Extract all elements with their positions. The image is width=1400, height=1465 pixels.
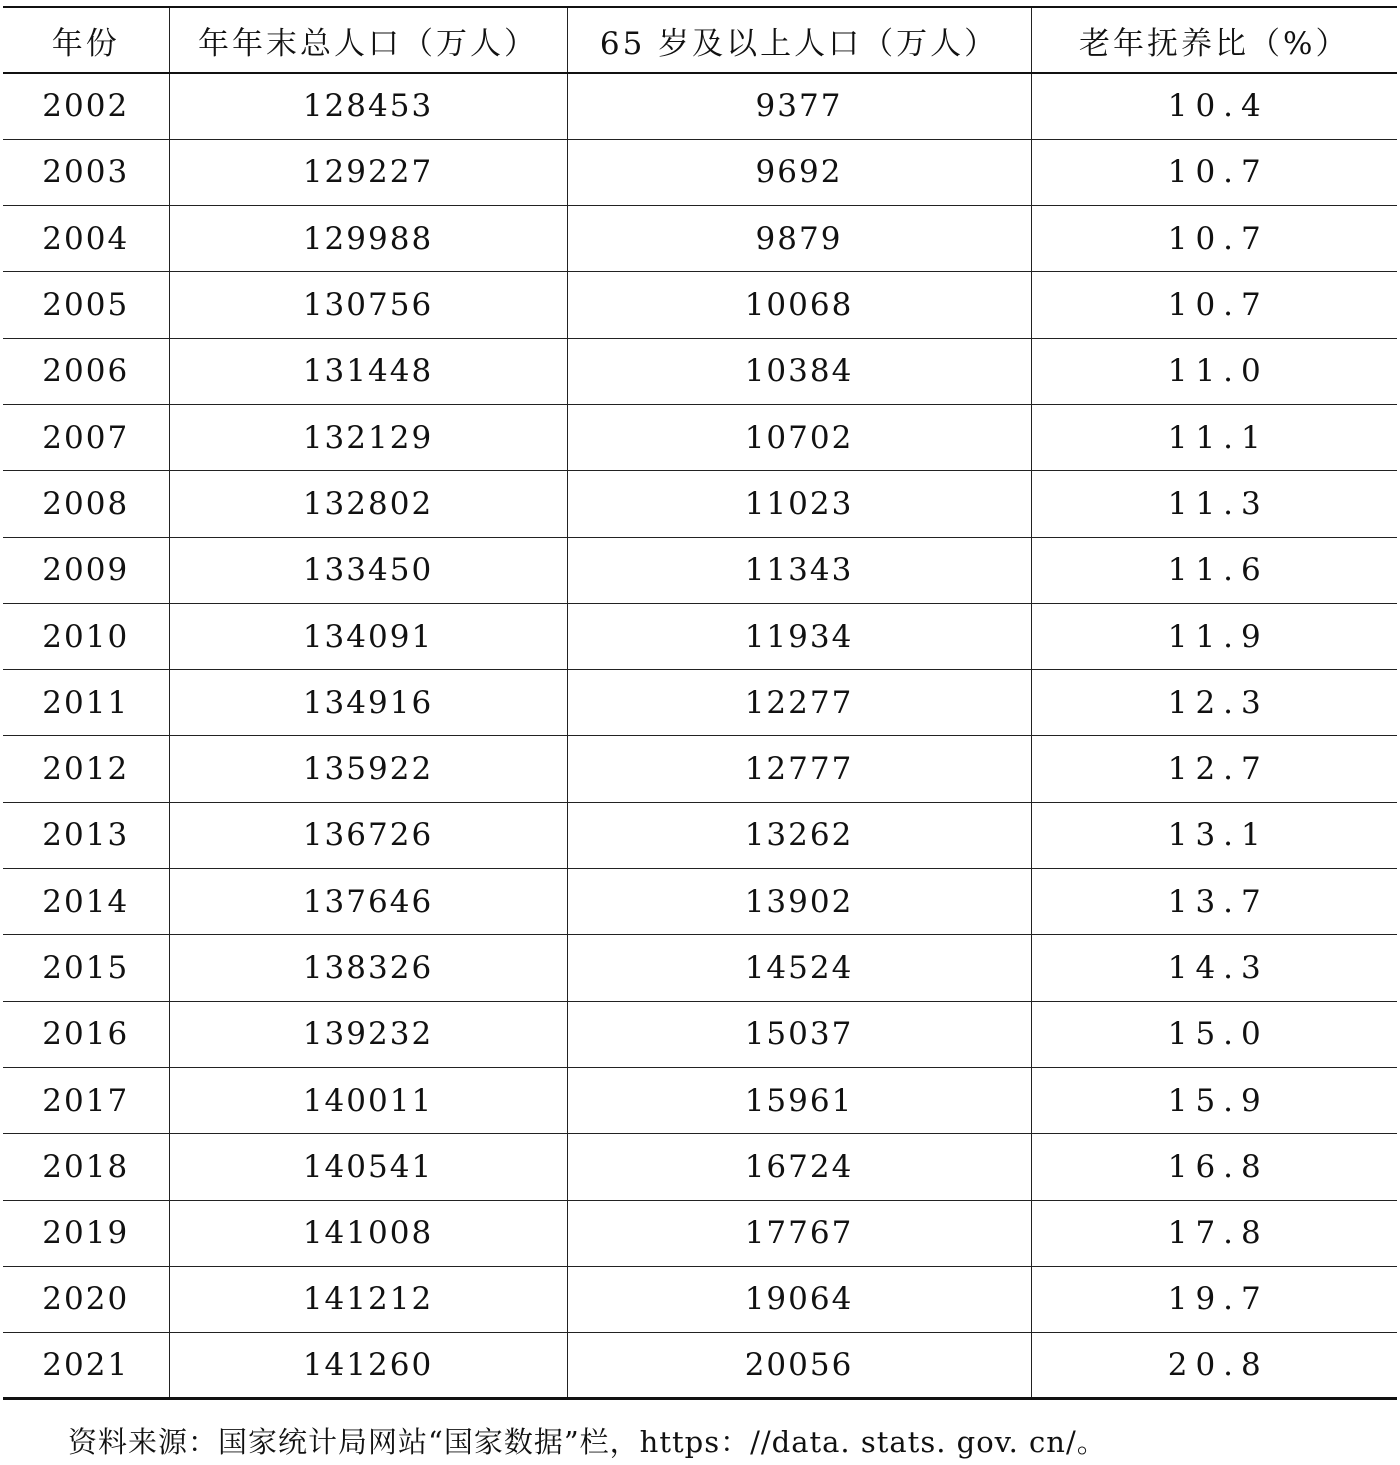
table-header [3,7,1397,73]
table-row [3,670,1397,736]
table-row [3,1333,1397,1399]
cell-year: 2021 [42,1347,130,1384]
cell-year: 2011 [42,684,130,721]
cell-elderly-population: 11023 [567,471,1031,537]
cell-year: 2007 [42,419,130,456]
cell-dependency-ratio: 15.9 [1031,1067,1397,1133]
cell-year: 2009 [42,552,130,589]
header-dependency-ratio: 老年抚养比（%） [1031,7,1397,73]
cell-elderly-population: 19064 [567,1266,1031,1332]
table-row [3,537,1397,603]
cell-elderly-population: 13262 [567,802,1031,868]
cell-total-population: 128453 [169,73,567,139]
cell-year: 2020 [42,1281,130,1318]
table-row [3,139,1397,205]
cell-dependency-ratio: 16.8 [1031,1134,1397,1200]
cell-elderly-population: 11343 [567,537,1031,603]
table-row [3,802,1397,868]
cell-dependency-ratio: 17.8 [1031,1200,1397,1266]
table-row [3,471,1397,537]
cell-elderly-population: 9692 [567,139,1031,205]
source-footnote: 资料来源：国家统计局网站“国家数据”栏，https：//data. stats. gov. cn/。 [68,1425,1107,1459]
cell-total-population: 141008 [169,1200,567,1266]
table-row [3,1001,1397,1067]
cell-dependency-ratio: 14.3 [1031,935,1397,1001]
cell-total-population: 134091 [169,603,567,669]
cell-elderly-population: 10384 [567,338,1031,404]
cell-dependency-ratio: 11.9 [1031,603,1397,669]
cell-elderly-population: 14524 [567,935,1031,1001]
cell-total-population: 139232 [169,1001,567,1067]
cell-elderly-population: 15961 [567,1067,1031,1133]
cell-year: 2017 [42,1082,130,1119]
cell-elderly-population: 11934 [567,603,1031,669]
table-row [3,603,1397,669]
cell-dependency-ratio: 11.0 [1031,338,1397,404]
cell-dependency-ratio: 19.7 [1031,1266,1397,1332]
population-table [3,6,1397,1400]
cell-year: 2004 [42,220,130,257]
cell-dependency-ratio: 15.0 [1031,1001,1397,1067]
data-table-container [3,6,1397,1400]
cell-dependency-ratio: 13.1 [1031,802,1397,868]
cell-year: 2014 [42,883,130,920]
cell-total-population: 141212 [169,1266,567,1332]
table-row [3,935,1397,1001]
cell-year: 2003 [42,154,130,191]
cell-total-population: 141260 [169,1333,567,1399]
cell-elderly-population: 9377 [567,73,1031,139]
cell-elderly-population: 16724 [567,1134,1031,1200]
header-row [3,7,1397,73]
cell-dependency-ratio: 12.3 [1031,670,1397,736]
table-row [3,404,1397,470]
cell-total-population: 132802 [169,471,567,537]
table-row [3,73,1397,139]
header-year: 年份 [51,25,120,62]
cell-dependency-ratio: 13.7 [1031,869,1397,935]
cell-year: 2010 [42,618,130,655]
cell-total-population: 130756 [169,272,567,338]
cell-year: 2018 [42,1148,130,1185]
cell-dependency-ratio: 20.8 [1031,1333,1397,1399]
cell-total-population: 137646 [169,869,567,935]
cell-total-population: 134916 [169,670,567,736]
table-row [3,1266,1397,1332]
table-row [3,736,1397,802]
table-row [3,1134,1397,1200]
cell-elderly-population: 13902 [567,869,1031,935]
cell-elderly-population: 20056 [567,1333,1031,1399]
cell-dependency-ratio: 11.6 [1031,537,1397,603]
cell-total-population: 129988 [169,206,567,272]
cell-elderly-population: 12777 [567,736,1031,802]
table-row [3,206,1397,272]
cell-total-population: 136726 [169,802,567,868]
table-row [3,272,1397,338]
cell-year: 2002 [42,88,130,125]
cell-total-population: 132129 [169,404,567,470]
header-total-population: 年年末总人口（万人） [169,7,567,73]
cell-year: 2008 [42,485,130,522]
cell-year: 2013 [42,817,130,854]
cell-total-population: 131448 [169,338,567,404]
cell-year: 2016 [42,1016,130,1053]
cell-year: 2015 [42,950,130,986]
cell-year: 2019 [42,1215,130,1252]
cell-dependency-ratio: 10.7 [1031,272,1397,338]
header-elderly-population: 65 岁及以上人口（万人） [567,7,1031,73]
cell-elderly-population: 12277 [567,670,1031,736]
cell-dependency-ratio: 11.1 [1031,404,1397,470]
table-row [3,338,1397,404]
cell-year: 2006 [42,353,130,390]
cell-dependency-ratio: 10.7 [1031,139,1397,205]
cell-total-population: 133450 [169,537,567,603]
table-row [3,1200,1397,1266]
cell-elderly-population: 17767 [567,1200,1031,1266]
cell-dependency-ratio: 11.3 [1031,471,1397,537]
cell-dependency-ratio: 12.7 [1031,736,1397,802]
cell-dependency-ratio: 10.7 [1031,206,1397,272]
cell-total-population: 140541 [169,1134,567,1200]
cell-total-population: 138326 [169,935,567,1001]
cell-elderly-population: 10702 [567,404,1031,470]
cell-elderly-population: 10068 [567,272,1031,338]
cell-total-population: 140011 [169,1067,567,1133]
cell-elderly-population: 15037 [567,1001,1031,1067]
table-body [3,73,1397,1399]
cell-total-population: 129227 [169,139,567,205]
table-row [3,869,1397,935]
cell-dependency-ratio: 10.4 [1031,73,1397,139]
cell-elderly-population: 9879 [567,206,1031,272]
cell-total-population: 135922 [169,736,567,802]
table-row [3,1067,1397,1133]
cell-year: 2005 [42,287,130,324]
cell-year: 2012 [42,751,130,788]
